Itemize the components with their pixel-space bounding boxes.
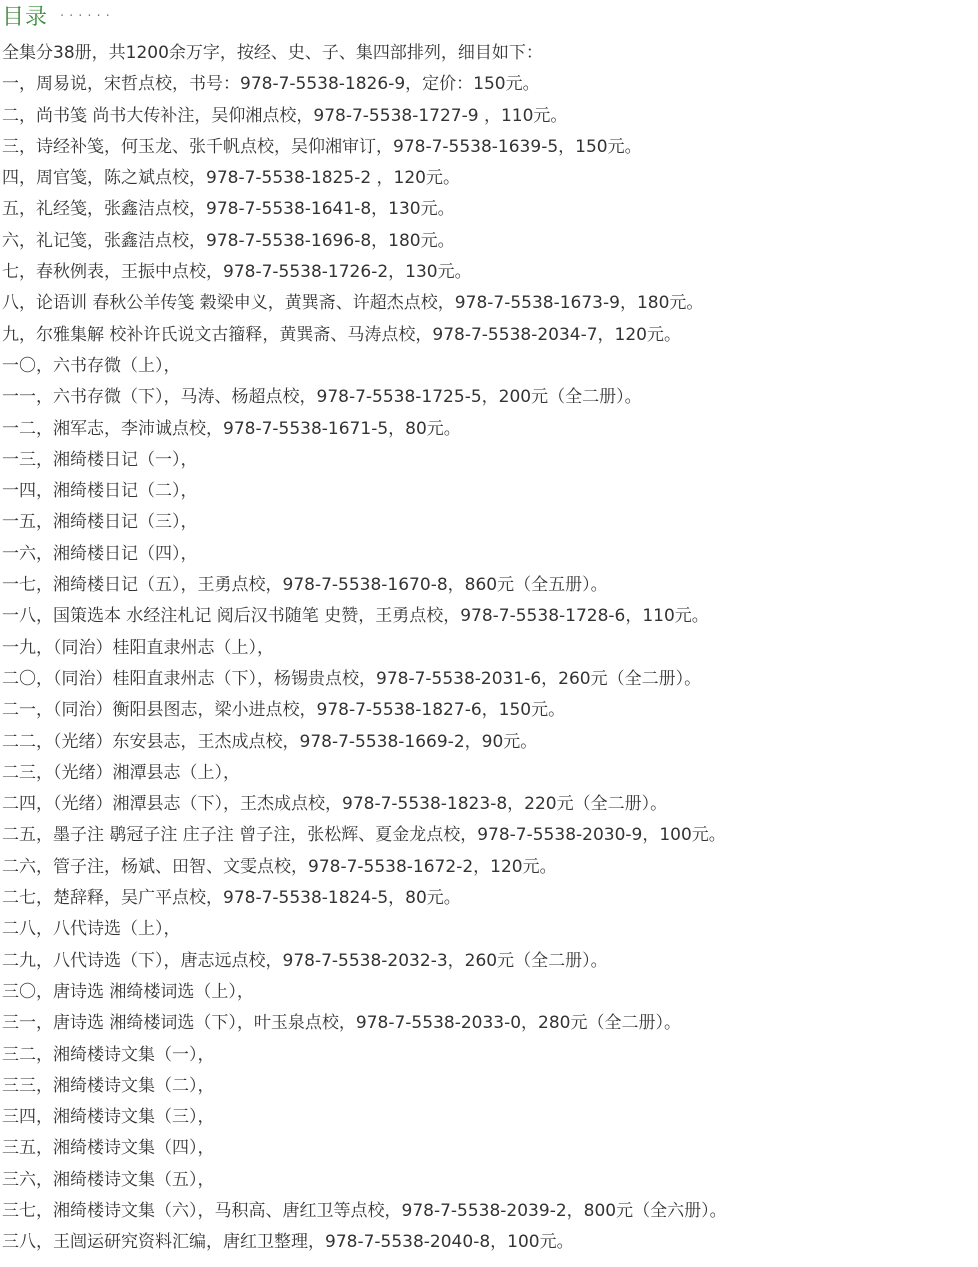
volume-entry: 三四，湘绮楼诗文集（三），: [2, 1107, 215, 1128]
volume-entry: 二一，（同治）衡阳县图志，梁小进点校，978-7-5538-1827-6，150元。: [2, 700, 566, 721]
volume-list: [2, 69, 978, 1258]
title-dots-decoration: ······: [60, 9, 115, 24]
volume-entry: 一五，湘绮楼日记（三），: [2, 512, 198, 533]
volume-entry: 六，礼记笺，张鑫洁点校，978-7-5538-1696-8，180元。: [2, 230, 455, 251]
volume-entry: 一七，湘绮楼日记（五），王勇点校，978-7-5538-1670-8，860元（全五册）。: [2, 575, 608, 596]
volume-entry: 五，礼经笺，张鑫洁点校，978-7-5538-1641-8，130元。: [2, 199, 455, 220]
volume-entry: 一三，湘绮楼日记（一），: [2, 449, 198, 470]
volume-entry: 二七，楚辞释，吴广平点校，978-7-5538-1824-5，80元。: [2, 888, 461, 909]
volume-entry: 二〇，（同治）桂阳直隶州志（下），杨锡贵点校，978-7-5538-2031-6，260元（全二册）。: [2, 668, 702, 689]
volume-entry: 二四，（光绪）湘潭县志（下），王杰成点校，978-7-5538-1823-8，220元（全二册）。: [2, 794, 668, 815]
volume-entry: 三七，湘绮楼诗文集（六），马积高、唐红卫等点校，978-7-5538-2039-2，800元（全六册）。: [2, 1200, 727, 1221]
volume-entry: 三二，湘绮楼诗文集（一），: [2, 1044, 215, 1065]
intro-text: 全集分38册，共1200余万字，按经、史、子、集四部排列，细目如下：: [2, 43, 543, 63]
volume-entry: 九，尔雅集解 校补许氏说文古籀释，黄巽斋、马涛点校，978-7-5538-2034-7，120元。: [2, 324, 681, 345]
volume-entry: 七，春秋例表，王振中点校，978-7-5538-1726-2，130元。: [2, 262, 472, 283]
volume-entry: 三一，唐诗选 湘绮楼词选（下），叶玉泉点校，978-7-5538-2033-0，280元（全二册）。: [2, 1013, 681, 1034]
volume-entry: 一，周易说，宋哲点校，书号：978-7-5538-1826-9，定价：150元。: [2, 74, 540, 95]
volume-entry: 一八，国策选本 水经注札记 阅后汉书随笔 史赞，王勇点校，978-7-5538-1728-6，110元。: [2, 606, 709, 627]
volume-entry: 二九，八代诗选（下），唐志远点校，978-7-5538-2032-3，260元（全二册）。: [2, 950, 608, 971]
volume-entry: 二，尚书笺 尚书大传补注，吴仰湘点校，978-7-5538-1727-9 ，110元。: [2, 105, 568, 126]
volume-entry: 二二，（光绪）东安县志，王杰成点校，978-7-5538-1669-2，90元。: [2, 731, 538, 752]
volume-entry: 二六，管子注，杨斌、田智、文雯点校，978-7-5538-1672-2，120元。: [2, 856, 557, 877]
page-title: 目录: [2, 5, 49, 30]
volume-entry: 三八，王闿运研究资料汇编，唐红卫整理，978-7-5538-2040-8，100元。: [2, 1232, 574, 1253]
volume-entry: 一九，（同治）桂阳直隶州志（上），: [2, 637, 274, 658]
volume-entry: 三六，湘绮楼诗文集（五），: [2, 1169, 215, 1190]
volume-entry: 三〇，唐诗选 湘绮楼词选（上），: [2, 981, 254, 1002]
volume-entry: 八，论语训 春秋公羊传笺 穀梁申义，黄巽斋、许超杰点校，978-7-5538-1673-9，180元。: [2, 293, 704, 314]
volume-entry: 二八，八代诗选（上），: [2, 919, 181, 940]
volume-entry: 一二，湘军志，李沛诚点校，978-7-5538-1671-5，80元。: [2, 418, 461, 439]
volume-entry: 一一，六书存微（下），马涛、杨超点校，978-7-5538-1725-5，200元（全二册）。: [2, 387, 642, 408]
volume-entry: 二五，墨子注 鹖冠子注 庄子注 曾子注，张松辉、夏金龙点校，978-7-5538-2030-9，100元。: [2, 825, 726, 846]
volume-entry: 三，诗经补笺，何玉龙、张千帆点校，吴仰湘审订，978-7-5538-1639-5，150元。: [2, 136, 642, 157]
volume-entry: 三三，湘绮楼诗文集（二），: [2, 1075, 215, 1096]
volume-entry: 三五，湘绮楼诗文集（四），: [2, 1138, 215, 1159]
catalog-header: [2, 0, 978, 36]
volume-entry: 一六，湘绮楼日记（四），: [2, 543, 198, 564]
volume-entry: 二三，（光绪）湘潭县志（上），: [2, 762, 240, 783]
volume-entry: 一四，湘绮楼日记（二），: [2, 481, 198, 502]
volume-entry: 四，周官笺，陈之斌点校，978-7-5538-1825-2 ，120元。: [2, 168, 460, 189]
volume-entry: 一〇，六书存微（上），: [2, 355, 181, 376]
